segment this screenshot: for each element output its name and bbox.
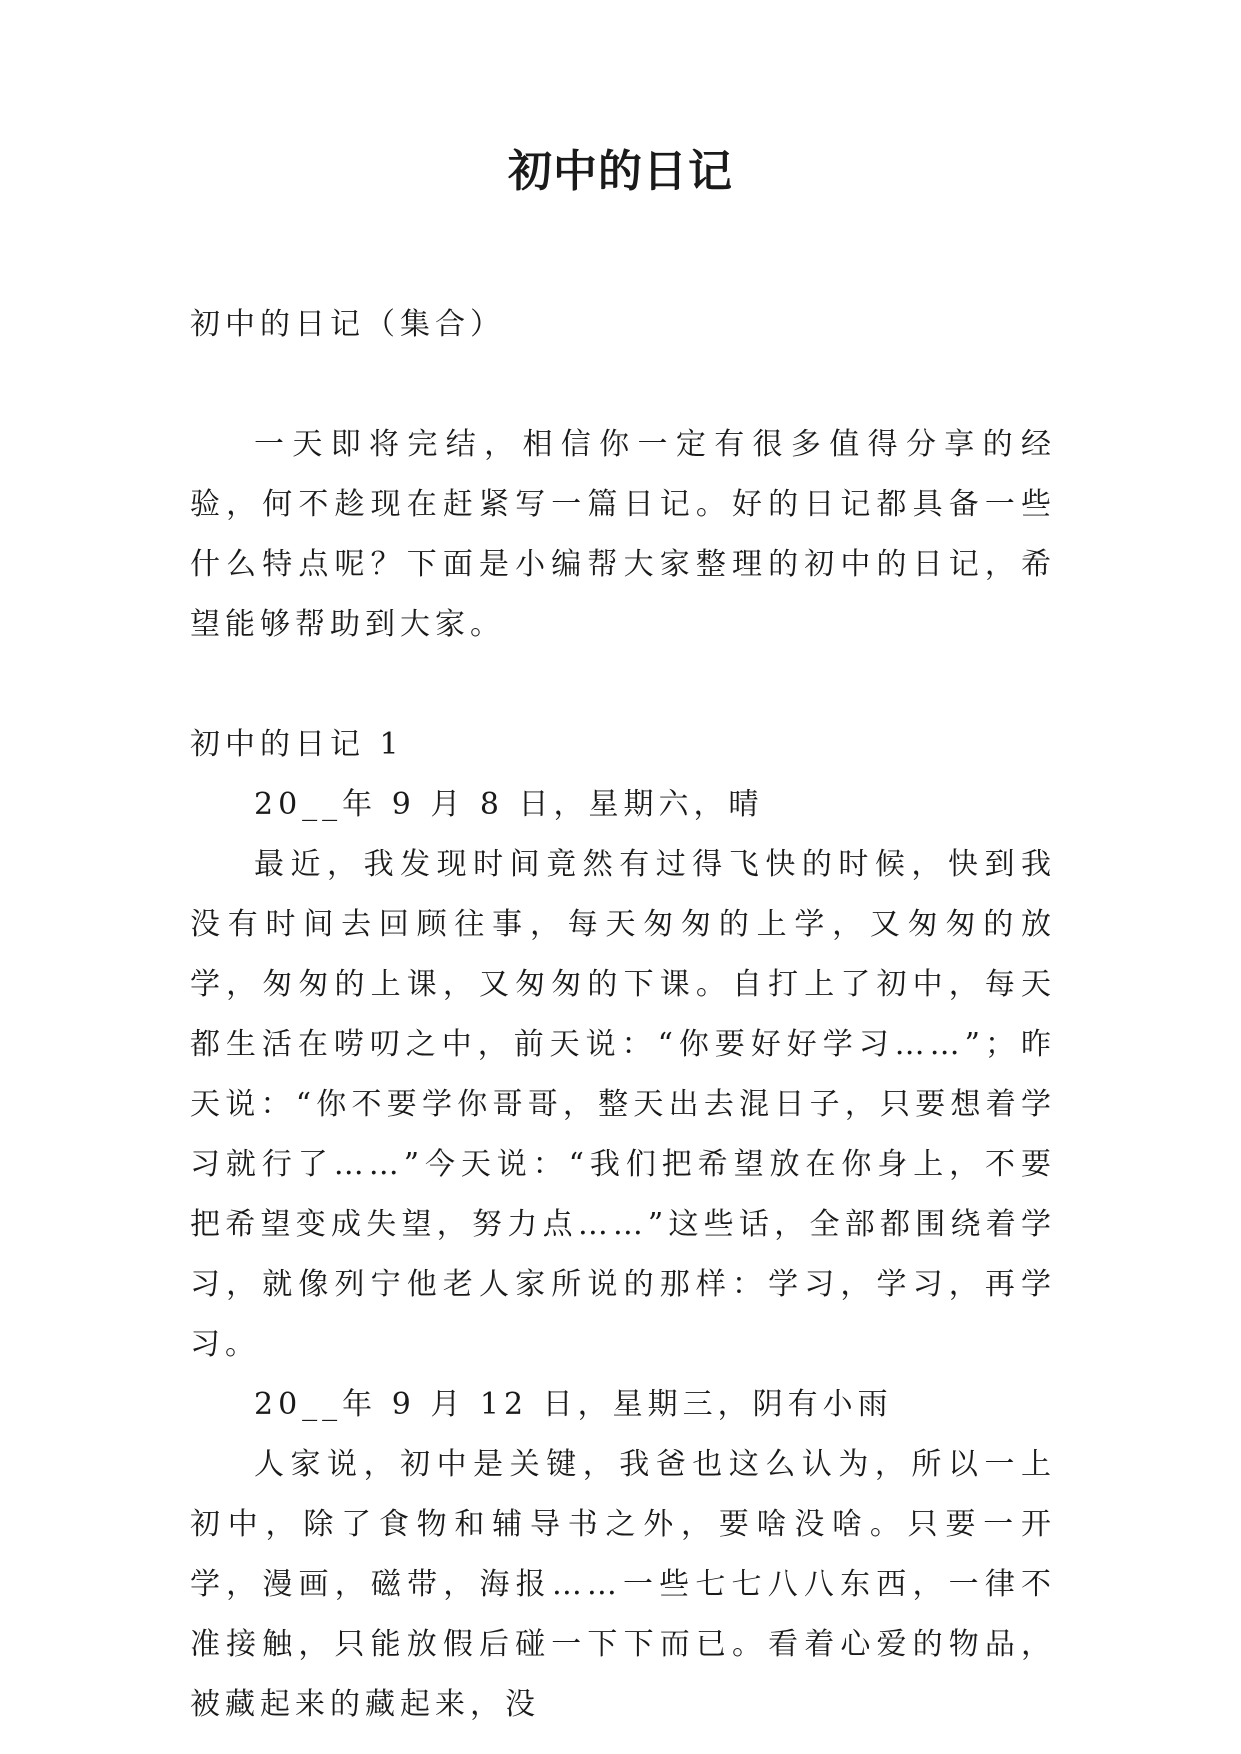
entry-date: 20__年 9 月 12 日，星期三，阴有小雨 — [254, 1387, 893, 1422]
spacer — [190, 355, 1056, 415]
document-body — [190, 295, 1056, 1735]
entry-paragraph: 最近，我发现时间竟然有过得飞快的时候，快到我没有时间去回顾往事，每天匆匆的上学，又匆匆的放学，匆匆的上课，又匆匆的下课。自打上了初中，每天都生活在唠叨之中，前天说：“你要好好学习……”；昨天说：“你不要学你哥哥，整天出去混日子，只要想着学习就行了……”今天说：“我们把希望放在你身上，不要把希望变成失望，努力点……”这些话，全部都围绕着学习，就像列宁他老人家所说的那样：学习，学习，再学习。 — [190, 847, 1056, 1362]
entry-date: 20__年 9 月 8 日，星期六，晴 — [254, 787, 764, 822]
intro-paragraph: 一天即将完结，相信你一定有很多值得分享的经验，何不趁现在赶紧写一篇日记。好的日记都具备一些什么特点呢？下面是小编帮大家整理的初中的日记，希望能够帮助到大家。 — [190, 427, 1056, 642]
document-subtitle: 初中的日记（集合） — [190, 307, 505, 342]
entry-paragraph: 人家说，初中是关键，我爸也这么认为，所以一上初中，除了食物和辅导书之外，要啥没啥。只要一开学，漫画，磁带，海报……一些七七八八东西，一律不准接触，只能放假后碰一下下而已。看着心爱的物品，被藏起来的藏起来，没 — [190, 1447, 1056, 1722]
document-title: 初中的日记 — [508, 146, 733, 197]
section-heading: 初中的日记 1 — [190, 727, 404, 762]
spacer — [190, 655, 1056, 715]
